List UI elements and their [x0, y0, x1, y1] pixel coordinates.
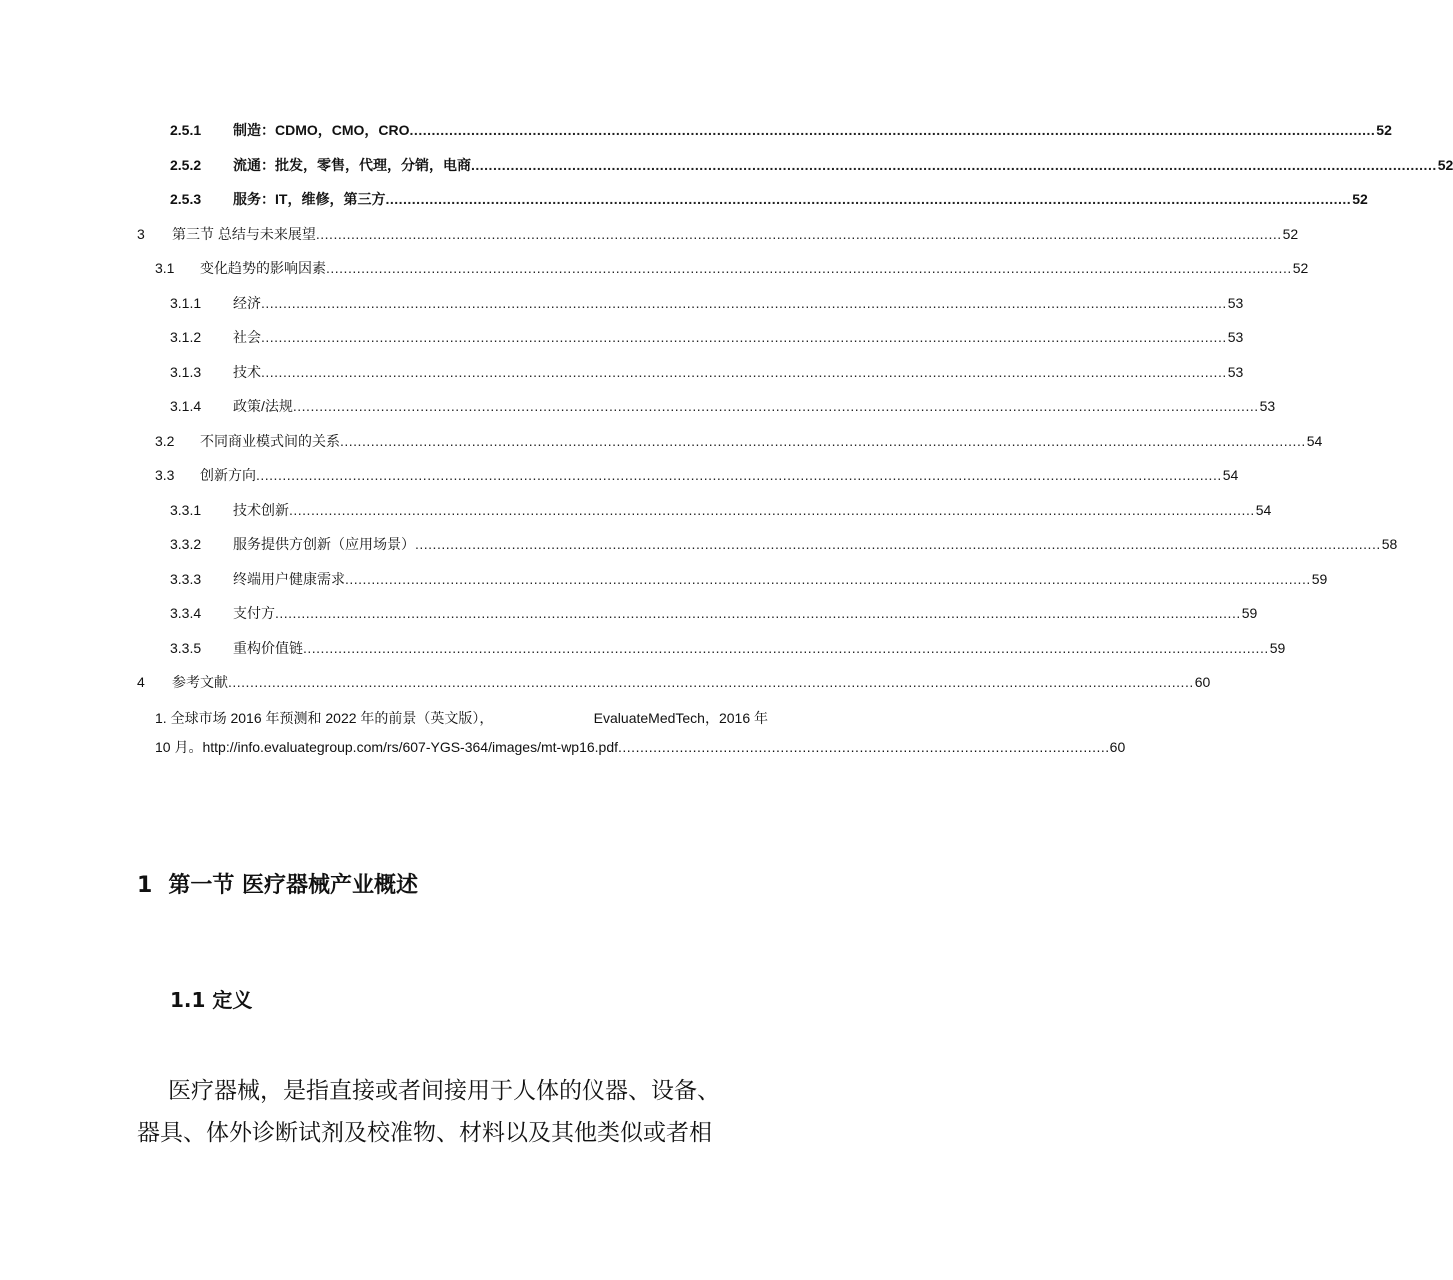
- toc-entry-line: [172, 222, 1299, 246]
- toc-entry-line: [200, 463, 1239, 487]
- toc-entry[interactable]: [0, 601, 1258, 625]
- toc-leader-dots: ............................................................................................................................................................................................................................: [415, 536, 1381, 552]
- toc-entry-title: 变化趋势的影响因素: [200, 260, 326, 276]
- toc-entry[interactable]: [0, 187, 1368, 211]
- toc-entry[interactable]: [0, 291, 1244, 315]
- reference-entry[interactable]: [155, 704, 1126, 762]
- toc-entry-page-number: 59: [1241, 605, 1258, 621]
- toc-entry-number: 3.1.4: [170, 398, 202, 414]
- toc-entry-title: 政策/法规: [233, 398, 293, 414]
- section-number: 1: [137, 873, 153, 898]
- toc-entry[interactable]: [0, 532, 1398, 556]
- toc-entry-title: 第三节 总结与未来展望: [172, 225, 316, 242]
- toc-leader-dots: ............................................................................................................................................................................................................................: [228, 674, 1194, 690]
- toc-entry[interactable]: [0, 429, 1323, 453]
- toc-entry-number: 3.3: [155, 467, 175, 483]
- body-paragraph: [137, 1070, 777, 1154]
- toc-entry-line: [233, 291, 1244, 315]
- toc-entry-title: 服务提供方创新（应用场景）: [233, 536, 415, 552]
- toc-leader-dots: ............................................................................................................................................................................................................................: [275, 605, 1241, 621]
- toc-entry-number: 3.1.3: [170, 363, 202, 380]
- toc-entry-page-number: 52: [1292, 260, 1309, 276]
- toc-entry-page-number: 52: [1437, 156, 1453, 173]
- toc-entry[interactable]: [0, 498, 1272, 522]
- toc-entry-line: [233, 118, 1392, 142]
- toc-entry-line: [233, 532, 1398, 556]
- toc-entry[interactable]: [0, 394, 1276, 418]
- toc-entry[interactable]: [0, 463, 1239, 487]
- section-title: 第一节 医疗器械产业概述: [168, 873, 418, 898]
- toc-entry-title: 流通：批发，零售，代理，分销，电商: [233, 156, 471, 173]
- reference-text-right: EvaluateMedTech，2016 年: [593, 710, 768, 726]
- toc-entry[interactable]: [0, 118, 1392, 142]
- subsection-heading: 1.1 定义: [170, 988, 253, 1012]
- toc-entry-number: 2.5.1: [170, 122, 202, 138]
- toc-entry-title: 经济: [233, 294, 261, 311]
- toc-entry[interactable]: [0, 325, 1244, 349]
- toc-entry-title: 重构价值链: [233, 639, 303, 656]
- reference-text-left: 1. 全球市场 2016 年预测和 2022 年的前景（英文版），: [155, 710, 494, 726]
- toc-entry-page-number: 52: [1282, 225, 1299, 242]
- body-line: 医疗器械，是指直接或者间接用于人体的仪器、设备、: [168, 1078, 720, 1104]
- toc-entry-line: [200, 256, 1309, 280]
- toc-entry-line: [233, 394, 1276, 418]
- toc-leader-dots: ............................................................................................................................................................................................................................: [292, 398, 1259, 414]
- toc-entry[interactable]: [0, 153, 1453, 177]
- toc-entry-number: 3.1: [155, 260, 175, 276]
- toc-entry-number: 3.3.5: [170, 639, 202, 656]
- toc-leader-dots: ............................................................................................................................................................................................................................: [471, 156, 1437, 173]
- toc-entry-title: 社会: [233, 329, 261, 345]
- toc-entry-number: 2.5.3: [170, 191, 202, 207]
- toc-leader-dots: ............................................................................................................................................................................................................................: [326, 260, 1292, 276]
- toc-entry-line: [233, 636, 1286, 660]
- toc-entry-line: [233, 360, 1244, 384]
- toc-entry-title: 服务：IT，维修，第三方: [233, 191, 386, 207]
- toc-entry-number: 3: [137, 225, 145, 242]
- toc-entry-title: 制造：CDMO，CMO，CRO: [233, 122, 410, 138]
- reference-page-number: 60: [1109, 739, 1126, 755]
- toc-entry-number: 3.3.2: [170, 536, 202, 552]
- toc-entry-title: 创新方向: [200, 467, 256, 483]
- toc-entry-page-number: 59: [1269, 639, 1286, 656]
- toc-entry-number: 3.2: [155, 432, 175, 449]
- toc-entry-line: [172, 670, 1211, 694]
- toc-entry-number: 3.3.4: [170, 605, 202, 621]
- toc-entry-title: 技术: [233, 363, 261, 380]
- toc-leader-dots: ............................................................................................................................................................................................................................: [345, 570, 1311, 587]
- toc-entry-line: [233, 187, 1368, 211]
- toc-entry-page-number: 53: [1259, 398, 1276, 414]
- toc-leader-dots: ............................................................................................................................................................................................................................: [385, 191, 1352, 207]
- toc-entry[interactable]: [0, 567, 1328, 591]
- toc-entry-page-number: 53: [1227, 363, 1244, 380]
- toc-entry-line: [233, 325, 1244, 349]
- toc-entry[interactable]: [0, 636, 1286, 660]
- toc-entry-page-number: 54: [1255, 501, 1272, 518]
- toc-leader-dots: ............................................................................................................................................................................................................................: [340, 432, 1306, 449]
- toc-entry[interactable]: [0, 670, 1211, 694]
- toc-entry-page-number: 53: [1227, 329, 1244, 345]
- toc-entry-title: 参考文献: [172, 674, 228, 690]
- toc-entry-line: [233, 601, 1258, 625]
- toc-entry-line: [233, 153, 1453, 177]
- toc-leader-dots: ............................................................................................................................................................................................................................: [409, 122, 1376, 138]
- body-line: 器具、体外诊断试剂及校准物、材料以及其他类似或者相: [137, 1120, 712, 1146]
- toc-entry-line: [233, 567, 1328, 591]
- toc-entry-number: 2.5.2: [170, 156, 202, 173]
- toc-entry-page-number: 59: [1311, 570, 1328, 587]
- toc-entry-title: 技术创新: [233, 501, 289, 518]
- toc-entry-title: 不同商业模式间的关系: [200, 432, 340, 449]
- toc-entry-title: 支付方: [233, 605, 275, 621]
- toc-entry-page-number: 54: [1222, 467, 1239, 483]
- toc-leader-dots: ............................................................................................................................................................................................................................: [256, 467, 1222, 483]
- toc-leader-dots: ............................................................................................................................................................................................................................: [303, 639, 1269, 656]
- toc-entry-page-number: 52: [1376, 122, 1392, 138]
- toc-entry-line: [200, 429, 1323, 453]
- toc-entry-page-number: 53: [1227, 294, 1244, 311]
- toc-entry-page-number: 52: [1352, 191, 1368, 207]
- toc-entry-page-number: 58: [1381, 536, 1398, 552]
- toc-leader-dots: ............................................................................................................................................................................................................................: [315, 225, 1282, 242]
- toc-entry-number: 3.1.2: [170, 329, 202, 345]
- toc-leader-dots: ............................................................................................................................................................................................................................: [261, 329, 1227, 345]
- toc-entry[interactable]: [0, 256, 1309, 280]
- toc-entry-number: 4: [137, 674, 145, 690]
- toc-leader-dots: ................................................................................................................: [618, 739, 1110, 755]
- toc-leader-dots: ............................................................................................................................................................................................................................: [261, 363, 1227, 380]
- section-heading: [137, 868, 418, 899]
- toc-entry[interactable]: [0, 360, 1244, 384]
- toc-entry-line: [233, 498, 1272, 522]
- toc-entry-page-number: 60: [1194, 674, 1211, 690]
- toc-entry-title: 终端用户健康需求: [233, 570, 345, 587]
- reference-url: 10 月。http://info.evaluategroup.com/rs/607-YGS-364/images/mt-wp16.pdf: [155, 739, 619, 755]
- toc-entry-number: 3.3.1: [170, 501, 202, 518]
- toc-leader-dots: ............................................................................................................................................................................................................................: [289, 501, 1255, 518]
- toc-entry-page-number: 54: [1306, 432, 1323, 449]
- toc-entry-number: 3.1.1: [170, 294, 202, 311]
- toc-entry[interactable]: [0, 222, 1299, 246]
- toc-entry-number: 3.3.3: [170, 570, 202, 587]
- toc-leader-dots: ............................................................................................................................................................................................................................: [261, 294, 1227, 311]
